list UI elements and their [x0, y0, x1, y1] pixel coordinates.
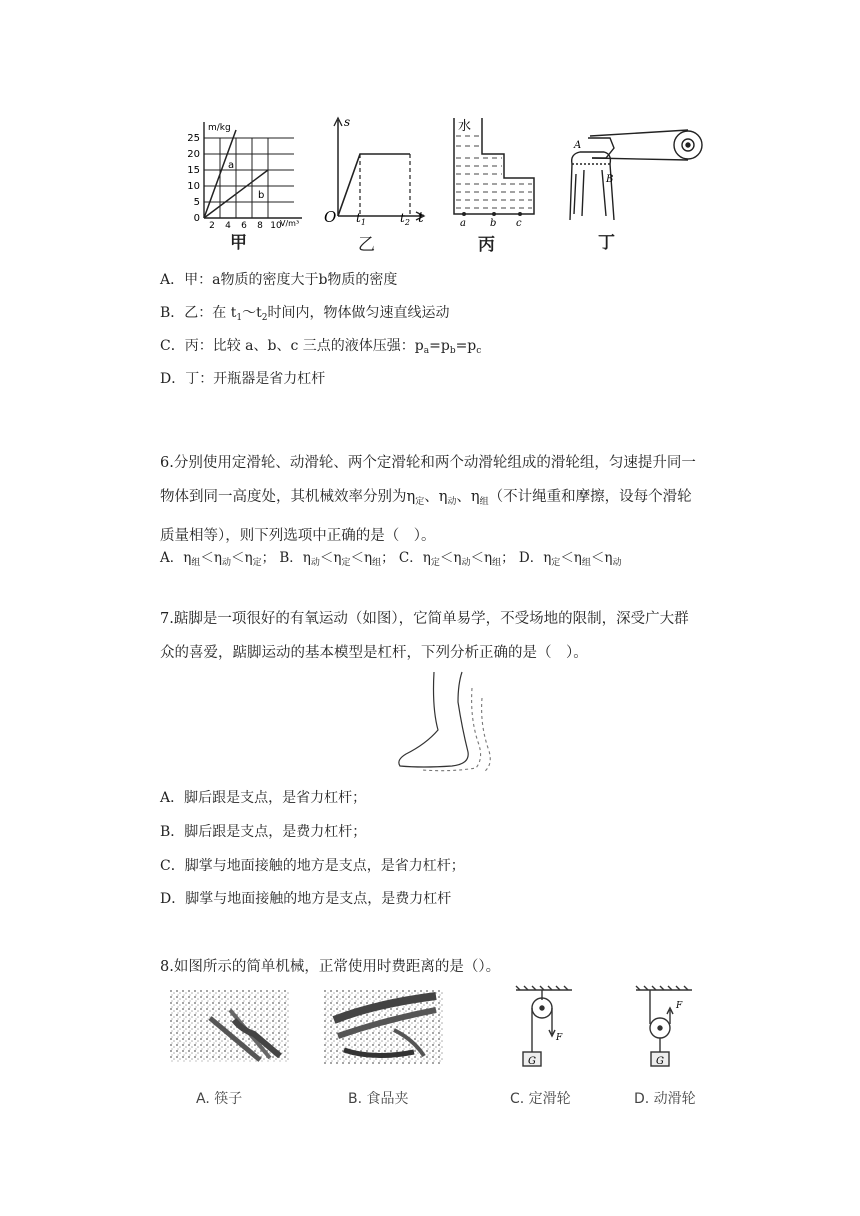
figure-label-bing: 丙: [478, 235, 495, 255]
q8-label-a: A. 筷子: [196, 1091, 243, 1107]
q5-option-c: C．丙：比较 a、b、c 三点的液体压强：$p_a=p_b=p_c$: [160, 338, 482, 356]
q6-option-d: D．$\eta_定<\eta_组<\eta_动$: [518, 550, 622, 568]
water-container-diagram: [448, 114, 548, 229]
q7-option-b: B．脚后跟是支点，是费力杠杆；: [160, 824, 367, 840]
point-A: A: [574, 140, 582, 151]
point-b: b: [490, 218, 497, 229]
figure-label-jia: 甲: [230, 233, 247, 253]
t-axis-label: t: [418, 210, 424, 226]
weight-label: G: [528, 1056, 536, 1067]
point-a: a: [460, 218, 466, 229]
force-label: F: [556, 1033, 563, 1043]
point-B: B: [606, 174, 614, 185]
tiptoe-foot-image: [392, 668, 502, 778]
weight-label: G: [656, 1056, 664, 1067]
chopsticks-image: [170, 990, 290, 1070]
figure-label-ding: 丁: [598, 233, 615, 253]
origin-label: O: [324, 208, 337, 226]
food-tongs-image: [324, 990, 444, 1070]
figure-label-yi: 乙: [358, 235, 375, 255]
x-tick: 6: [241, 221, 247, 231]
q5-option-b: B．乙：在 $t_1\sim t_2$时间内，物体做匀速直线运动: [160, 305, 450, 323]
y-tick: 10: [187, 181, 200, 192]
x-tick: 4: [225, 221, 231, 231]
q5-option-d: D．丁：开瓶器是省力杠杆: [160, 371, 326, 387]
x-tick: 8: [257, 221, 263, 231]
q6-option-c: C．$\eta_定<\eta_动<\eta_组$；: [398, 550, 515, 568]
q6-options: [160, 548, 622, 573]
x-tick: 2: [209, 221, 215, 231]
t2-label: $t_2$: [400, 211, 410, 227]
mass-volume-graph: [184, 118, 314, 231]
q5-option-a: A．甲：a物质的密度大于b物质的密度: [160, 272, 398, 288]
fixed-pulley-image: [512, 984, 582, 1074]
movable-pulley-image: [632, 984, 702, 1074]
bottle-opener-diagram: [562, 124, 702, 224]
q7-option-d: D．脚掌与地面接触的地方是支点，是费力杠杆: [160, 891, 452, 907]
q7-option-c: C．脚掌与地面接触的地方是支点，是省力杠杆；: [160, 858, 465, 874]
water-label: 水: [458, 119, 472, 134]
q6-stem: 6.分别使用定滑轮、动滑轮、两个定滑轮和两个动滑轮组成的滑轮组，匀速提升同一物体到同一高度处，其机械效率分别为$\eta_定$、$\eta_动$、$\eta_组$（不计绳重和摩擦，设每个滑轮质量相等），则下列选项中正确的是（ ）。: [160, 455, 696, 544]
distance-time-graph: [322, 114, 432, 227]
q8-label-c: C. 定滑轮: [510, 1091, 571, 1107]
q8-stem: 8.如图所示的简单机械，正常使用时费距离的是（）。: [160, 959, 501, 975]
x-tick: 10: [270, 221, 282, 231]
q6-option-b: B．$\eta_动<\eta_定<\eta_组$；: [279, 550, 395, 568]
force-label: F: [676, 1001, 683, 1011]
y-tick: 5: [193, 197, 200, 208]
q8-label-b: B. 食品夹: [348, 1091, 409, 1107]
y-tick: 20: [187, 149, 200, 160]
y-axis-label: m/kg: [208, 123, 231, 133]
t1-label: $t_1$: [356, 211, 366, 227]
q6-option-a: A．$\eta_组<\eta_动<\eta_定$；: [160, 550, 276, 568]
y-axis-label: s: [344, 115, 351, 129]
y-tick: 15: [187, 165, 200, 176]
line-a-label: a: [228, 160, 235, 171]
q8-label-d: D. 动滑轮: [634, 1091, 696, 1107]
q7-stem: 7.踮脚是一项很好的有氧运动（如图），它简单易学，不受场地的限制，深受广大群众的喜爱，踮脚运动的基本模型是杠杆，下列分析正确的是（ ）。: [160, 611, 689, 661]
point-c: c: [516, 218, 522, 229]
line-b-label: b: [258, 190, 265, 201]
y-tick: 25: [187, 133, 200, 144]
y-tick: 0: [193, 213, 200, 224]
x-axis-label: V/m³: [280, 219, 300, 228]
q7-option-a: A．脚后跟是支点，是省力杠杆；: [160, 790, 367, 806]
